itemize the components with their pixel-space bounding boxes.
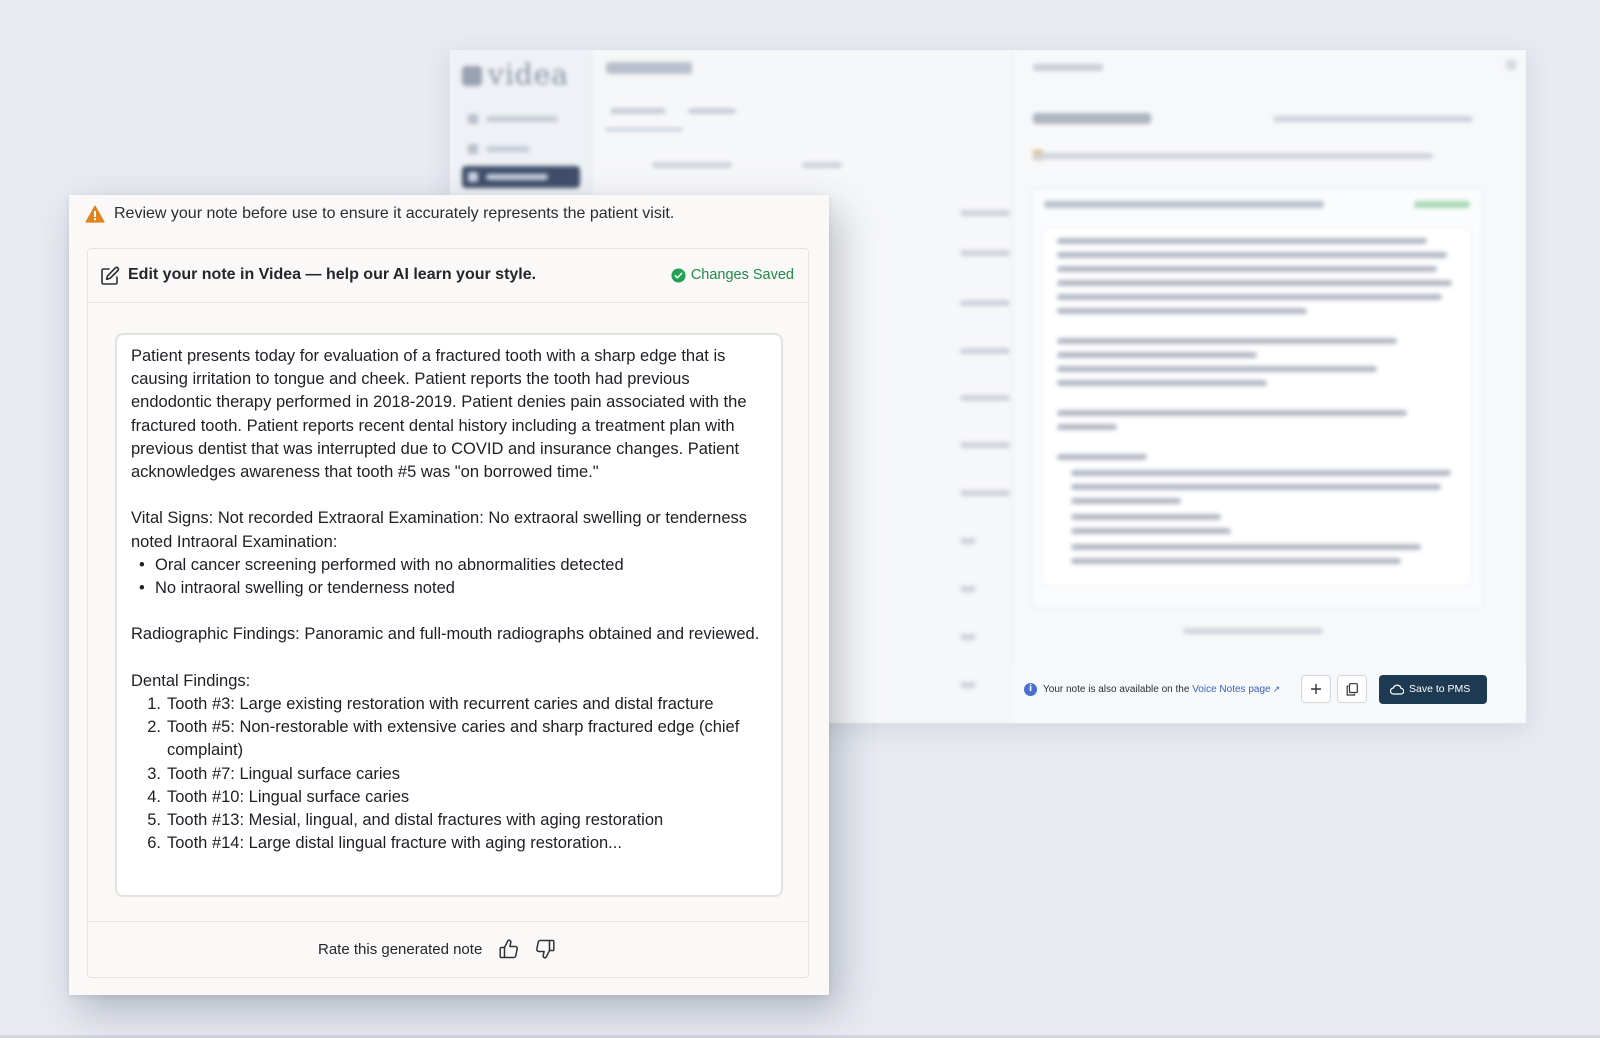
exam-list [131,554,769,600]
bg-detail-pane [1012,50,1526,723]
bg-cell [960,250,1010,256]
list-item: 1. Tooth #3: Large existing restoration with recurrent caries and distal fracture [147,695,714,713]
note-exam-intro: Vital Signs: Not recorded Extraoral Examination: No extraoral swelling or tenderness noted Intraoral Examination: [131,509,747,551]
bg-close-icon [1506,60,1516,70]
bg-cell [960,586,976,592]
warning-text: Review your note before use to ensure it accurately represents the patient visit. [114,205,675,222]
bg-rate-row [1183,628,1323,634]
edit-icon [100,266,120,286]
bg-detail-meta [1273,116,1473,122]
plus-icon [1310,683,1322,695]
add-button[interactable] [1301,675,1331,703]
bg-nav-item-active [462,166,580,188]
note-text-editor[interactable] [115,333,783,897]
info-icon: i [1024,683,1037,696]
list-item: 4. Tooth #10: Lingual surface caries [147,787,410,806]
bg-cell [960,490,1010,496]
bg-cell [960,348,1010,354]
bg-cell [960,300,1010,306]
list-item: 6. Tooth #14: Large distal lingual fracture with aging restoration... [147,834,622,853]
bg-note-footer [1012,661,1526,724]
bg-nav-item [462,138,580,160]
save-to-pms-label: Save to PMS [1409,683,1471,695]
note-editor-title: Edit your note in Videa — help our AI learn your style. [128,266,537,283]
bg-list-title [606,62,692,74]
changes-saved-text: Changes Saved [690,267,794,283]
bg-tab [610,108,666,114]
save-to-pms-button[interactable] [1379,675,1487,704]
thumbs-up-icon[interactable] [498,938,520,960]
copy-button[interactable] [1337,675,1367,703]
voice-notes-link[interactable]: Voice Notes page [1192,684,1271,695]
note-editor-header [88,249,808,303]
bg-tab-underline [606,128,682,131]
bg-cell [960,210,1010,216]
bg-nav-item [462,108,580,130]
bg-tab [688,108,736,114]
review-warning [85,202,674,226]
bg-warning-text [1033,153,1433,159]
dental-findings-list [131,693,769,855]
warning-icon [85,205,105,223]
list-item: • Oral cancer screening performed with no abnormalities detected [131,554,769,577]
bg-cell [960,538,976,544]
bg-note-card [1031,188,1483,608]
changes-saved-status [671,267,794,283]
bg-cell [960,395,1010,401]
list-item: 5. Tooth #13: Mesial, lingual, and distal fractures with aging restoration [147,811,664,830]
note-radiographic: Radiographic Findings: Panoramic and full-mouth radiographs obtained and reviewed. [131,625,760,644]
cloud-icon [1390,684,1404,695]
rating-footer [88,921,808,977]
thumbs-down-icon[interactable] [534,938,556,960]
check-circle-icon [671,268,686,283]
note-editor-card [87,248,809,978]
rate-label: Rate this generated note [318,940,483,958]
bg-cell [960,634,976,640]
note-review-panel [69,195,829,995]
list-item: 3. Tooth #7: Lingual surface caries [147,764,400,783]
rating-row [318,938,570,960]
note-intro: Patient presents today for evaluation of a fractured tooth with a sharp edge that is causing irritation to tongue and cheek. Patient reports the tooth had previous endodontic therapy performed in 2018-2019. Patient denies pain associated with the fractured tooth. Patient reports recent dental history including a treatment plan with previous dentist that was interrupted due to COVID and insurance changes. Patient acknowledges awareness that tooth #5 was "on borrowed time." [131,347,747,482]
bg-cell [960,442,1010,448]
bg-cell [960,682,976,688]
bg-detail-title [1033,113,1151,124]
bg-toolbar-cell [802,162,842,168]
note-dental-heading: Dental Findings: [131,671,251,690]
list-item: 2. Tooth #5: Non-restorable with extensive caries and sharp fractured edge (chief complaint) [147,718,740,760]
bg-logo: videa [462,58,569,91]
copy-icon [1346,683,1358,696]
bg-detail-tab [1033,64,1103,71]
bg-toolbar-cell [652,162,732,168]
voice-notes-info: Your note is also available on the Voice Notes page ↗ [1043,684,1281,695]
external-link-icon: ↗ [1272,684,1281,694]
list-item: • No intraoral swelling or tenderness noted [131,577,769,600]
